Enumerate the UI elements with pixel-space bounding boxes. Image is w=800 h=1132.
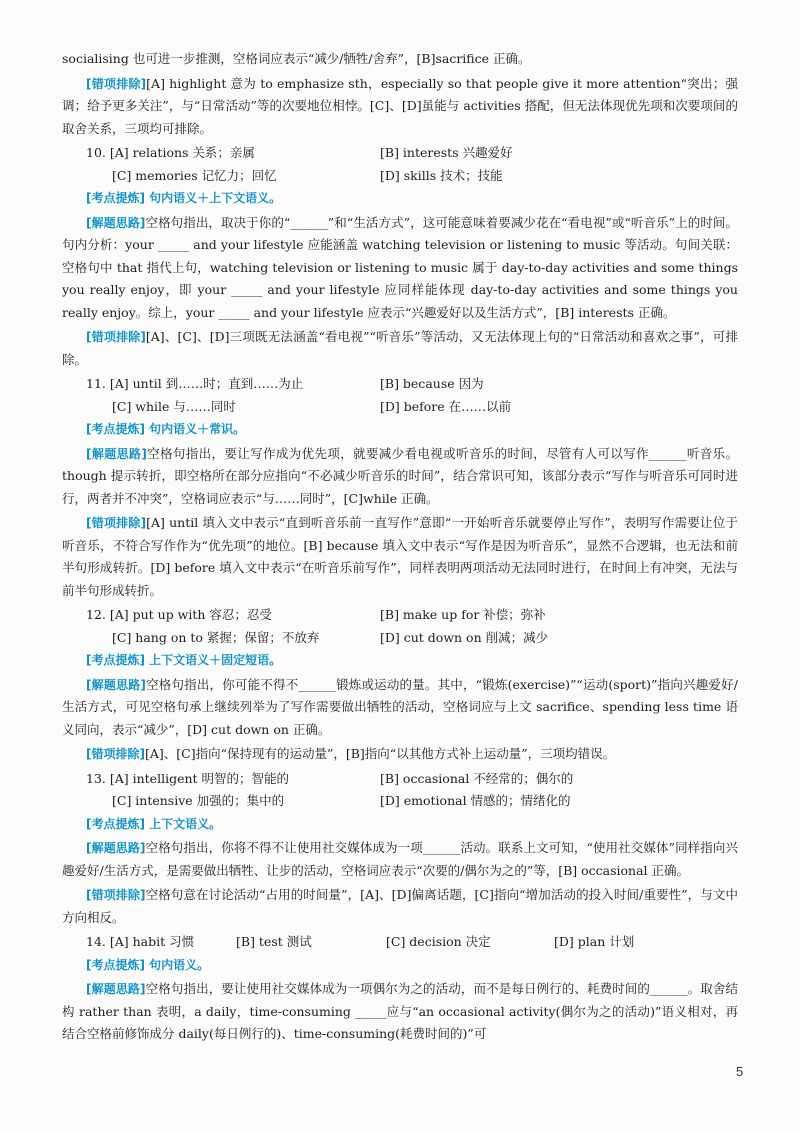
paragraph-text: 空格句指出，要让使用社交媒体成为一项偶尔为之的活动，而不是每日例行的、耗费时间的______。取舍结构 rather than 表明，a daily，time-consuming _____应与“an occasional activity(偶尔为之的活动)”语义相对，再结合空格前修饰成分 daily(每日例行的)、time-consuming(耗费时间的)”可: [62, 981, 738, 1041]
tag-label: [错项排除]: [86, 747, 145, 761]
question-12-options: [86, 604, 738, 649]
option-c: [C] intensive 加强的；集中的: [112, 793, 285, 808]
option-d: [D] skills 技术；技能: [380, 167, 503, 183]
paragraph: [62, 978, 738, 1046]
tag-label: [解题思路]: [86, 677, 146, 692]
question-14-options: [86, 931, 738, 954]
key-point: [考点提炼] 句内语义＋上下文语义。: [86, 191, 282, 205]
option-b: [B] make up for 补偿；弥补: [380, 607, 546, 622]
tag-label: [错项排除]: [86, 330, 146, 344]
option-a: 10. [A] relations 关系；亲属: [86, 145, 255, 160]
option-c: [C] decision 决定: [386, 934, 491, 949]
key-point: [考点提炼] 上下文语义。: [86, 816, 222, 831]
paragraph: [62, 73, 738, 141]
paragraph-text: [A]、[C]指向“保持现有的运动量”，[B]指向“以其他方式补上运动量”，三项均错误。: [144, 746, 616, 761]
tag-label: [错项排除]: [86, 888, 146, 902]
option-d: [D] cut down on 削减；减少: [380, 629, 549, 645]
tag-label: [解题思路]: [86, 446, 147, 461]
tag-label: [错项排除]: [86, 516, 147, 530]
option-c: [C] hang on to 紧握；保留；不放弃: [112, 629, 320, 645]
option-a: 12. [A] put up with 容忍；忍受: [86, 607, 272, 622]
paragraph: [62, 212, 738, 325]
option-b: [B] because 因为: [380, 376, 484, 391]
paragraph: [62, 443, 738, 511]
page-number: 5: [736, 1064, 744, 1079]
paragraph-text: [A]、[C]、[D]三项既无法涵盖“看电视”“听音乐”等活动，又无法体现上句的“日常活动和喜欢之事”，可排除。: [62, 329, 738, 367]
tag-label: [解题思路]: [86, 982, 146, 996]
option-d: [D] plan 计划: [554, 934, 635, 949]
option-d: [D] emotional 情感的；情绪化的: [380, 793, 571, 808]
paragraph: [62, 674, 738, 742]
option-c: [C] memories 记忆力；回忆: [112, 167, 277, 183]
paragraph-text: 空格句意在讨论活动“占用的时间量”，[A]、[D]偏离话题，[C]指向“增加活动的投入时间/重要性”，与文中方向相反。: [62, 887, 738, 925]
paragraph-text: [A] highlight 意为 to emphasize sth，especially so that people give it more attention“突出；强调；给予更多关注”，与“日常活动”等的次要地位相悖。[C]、[D]虽能与 activities 搭配，但无法体现优先项和次要项间的取舍关系，三项均可排除。: [62, 75, 738, 136]
option-b: [B] occasional 不经常的；偶尔的: [380, 770, 574, 786]
question-13-options: [86, 768, 738, 813]
option-a: 11. [A] until 到……时；直到……为止: [86, 376, 304, 391]
option-c: [C] while 与……同时: [112, 398, 236, 414]
question-10-options: [86, 142, 738, 187]
key-point: [考点提炼] 句内语义＋常识。: [86, 422, 246, 436]
paragraph: [62, 326, 738, 371]
answer-explanation: [62, 48, 738, 1048]
option-d: [D] before 在……以前: [380, 398, 512, 414]
paragraph-text: 空格句指出，要让写作成为优先项，就要减少看电视或听音乐的时间，尽管有人可以写作______听音乐。though 提示转折，即空格所在部分应指向“不必减少听音乐的时间”，结合常识可知，该部分表示“写作与听音乐可同时进行，两者并不冲突”，空格词应表示“与……同时”，[C]while 正确。: [62, 445, 738, 506]
paragraph: [62, 837, 738, 882]
option-a: 14. [A] habit 习惯: [86, 934, 195, 949]
paragraph-text: 空格句指出，你可能不得不______锻炼或运动的量。其中，“锻炼(exercise)”“运动(sport)”指向兴趣爱好/生活方式，可见空格句承上继续列举为了写作需要做出牺牲的活动，空格词应与上文 sacrifice、spending less time 语义同向，表示“减少”，[D] cut down on 正确。: [62, 676, 738, 737]
paragraph-text: [A] until 填入文中表示“直到听音乐前一直写作”意即“一开始听音乐就要停止写作”，表明写作需要让位于听音乐，不符合写作作为“优先项”的地位。[B] because 填入文中表示“写作是因为听音乐”，显然不合逻辑，也无法和前半句形成转折。[D] before 填入文中表示“在听音乐前写作”，同样表明两项活动无法同时进行，在时间上有冲突，无法与前半句形成转折。: [62, 515, 738, 598]
key-point: [考点提炼] 上下文语义＋固定短语。: [86, 653, 282, 667]
question-11-options: [86, 373, 738, 418]
tag-label: [错项排除]: [86, 76, 147, 91]
option-b: [B] interests 兴趣爱好: [380, 145, 513, 160]
intro-text: socialising 也可进一步推测，空格词应表示“减少/牺牲/舍弃”，[B]sacrifice 正确。: [62, 51, 531, 66]
paragraph: [62, 512, 738, 602]
key-point: [考点提炼] 句内语义。: [86, 957, 210, 972]
option-a: 13. [A] intelligent 明智的；智能的: [86, 770, 290, 786]
paragraph: [62, 884, 738, 929]
paragraph-text: 空格句指出，取决于你的“______”和“生活方式”，这可能意味着要减少花在“看电视”或“听音乐”上的时间。句内分析：your _____ and your lifestyle 应能涵盖 watching television or listening to music 等活动。句间关联：空格句中 that 指代上句，watching television or listening to music 属于 day-to-day activities and some things you really enjoy，即 your _____ and your lifestyle 应同样能体现 day-to-day activities and some things you really enjoy。综上，your _____ and your lifestyle 应表示“兴趣爱好以及生活方式”，[B] interests 正确。: [62, 214, 738, 320]
paragraph: [62, 743, 738, 766]
tag-label: [解题思路]: [86, 841, 146, 855]
tag-label: [解题思路]: [86, 215, 146, 230]
paragraph-text: 空格句指出，你将不得不让使用社交媒体成为一项______活动。联系上文可知，“使用社交媒体”同样指向兴趣爱好/生活方式，是需要做出牺牲、让步的活动，空格词应表示“次要的/偶尔为之的”等，[B] occasional 正确。: [62, 840, 738, 878]
option-b: [B] test 测试: [236, 934, 312, 949]
